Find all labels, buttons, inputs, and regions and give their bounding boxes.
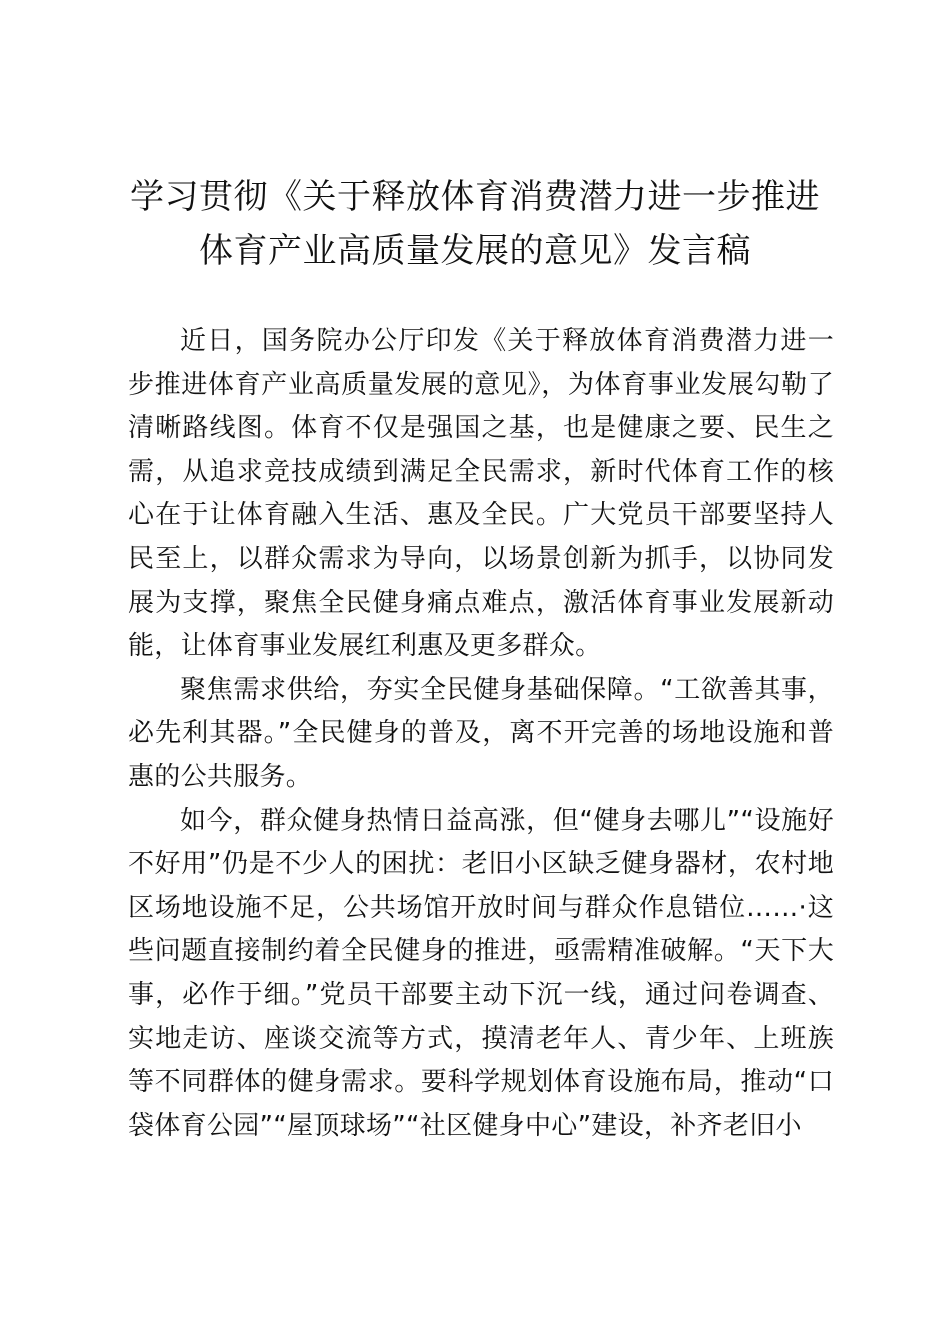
paragraph-intro: 近日，国务院办公厅印发《关于释放体育消费潜力进一步推进体育产业高质量发展的意见》，为体育事业发展勾勒了清晰路线图。体育不仅是强国之基，也是健康之要、民生之需，从追求竞技成绩到满足全民需求，新时代体育工作的核心在于让体育融入生活、惠及全民。广大党员干部要坚持人民至上，以群众需求为导向，以场景创新为抓手，以协同发展为支撑，聚焦全民健身痛点难点，激活体育事业发展新动能，让体育事业发展红利惠及更多群众。	[128, 326, 834, 662]
document-body	[128, 320, 834, 1148]
paragraph-demand-supply: 聚焦需求供给，夯实全民健身基础保障。“工欲善其事，必先利其器。”全民健身的普及，离不开完善的场地设施和普惠的公共服务。	[128, 674, 834, 792]
document-title	[110, 170, 840, 278]
paragraph-current-issues: 如今，群众健身热情日益高涨，但“健身去哪儿”“设施好不好用”仍是不少人的困扰：老旧小区缺乏健身器材，农村地区场地设施不足，公共场馆开放时间与群众作息错位……·这些问题直接制约着全民健身的推进，亟需精准破解。“天下大事，必作于细。”党员干部要主动下沉一线，通过问卷调查、实地走访、座谈交流等方式，摸清老年人、青少年、上班族等不同群体的健身需求。要科学规划体育设施布局，推动“口袋体育公园”“屋顶球场”“社区健身中心”建设，补齐老旧小	[128, 805, 834, 1141]
title-line-1: 学习贯彻《关于释放体育消费潜力进一步推进	[130, 177, 820, 217]
title-line-2: 体育产业高质量发展的意见》发言稿	[199, 231, 751, 271]
